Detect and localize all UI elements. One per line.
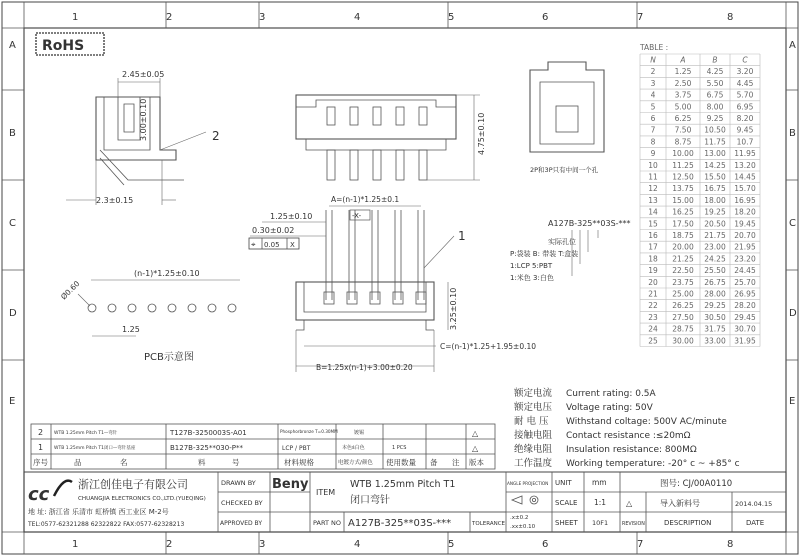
- table-cell: 5.00: [674, 102, 692, 112]
- pn-line1: 实际孔位: [548, 238, 576, 246]
- table-cell: 4: [650, 90, 656, 100]
- datum-x: -X-: [352, 212, 362, 220]
- col-label: 2: [166, 539, 173, 550]
- end-view: [530, 62, 604, 174]
- table-cell: 19: [648, 266, 658, 276]
- table-cell: 10: [648, 160, 658, 170]
- description-label: DESCRIPTION: [664, 519, 712, 527]
- pn-line3: 1:LCP 5:PBT: [510, 262, 553, 270]
- dim-pcb-pitch: 1.25: [122, 325, 140, 334]
- dim-c: C=(n-1)*1.25+1.95±0.10: [440, 342, 537, 351]
- table-cell: 24.25: [704, 254, 726, 264]
- table-title: TABLE :: [640, 43, 669, 52]
- pn-code: A127B-325**03S-***: [548, 219, 631, 228]
- table-cell: 28.00: [704, 289, 726, 299]
- rohs-stamp: [36, 33, 104, 55]
- table-cell: 9.45: [736, 125, 754, 135]
- table-cell: 31.75: [704, 324, 726, 334]
- col-label: 5: [448, 539, 455, 550]
- tolerance-label: TOLERANCE: [472, 521, 506, 527]
- row-label: A: [9, 40, 16, 51]
- col-label: 5: [448, 12, 455, 23]
- table-cell: 19.25: [704, 207, 726, 217]
- col-label: 3: [259, 539, 266, 550]
- row-label: B: [9, 128, 16, 139]
- table-cell: 21.25: [672, 254, 694, 264]
- table-cell: 23.75: [672, 277, 694, 287]
- table-cell: 15.70: [734, 184, 756, 194]
- bom-row: [38, 443, 479, 453]
- tol-value: 0.05: [264, 241, 280, 249]
- col-label: 7: [637, 12, 644, 23]
- table-cell: 11.25: [672, 160, 694, 170]
- col-label: 7: [637, 539, 644, 550]
- bom-qty: 1 PCS: [392, 445, 407, 451]
- spec-label: 接触电阻: [514, 430, 553, 441]
- table-cell: 10.50: [704, 125, 726, 135]
- table-cell: 16.25: [672, 207, 694, 217]
- projection-symbol-icon: [512, 496, 538, 504]
- spec-label: 耐 电 压: [514, 416, 549, 427]
- table-cell: 17.50: [672, 219, 694, 229]
- table-cell: 18.20: [734, 207, 756, 217]
- table-cell: 13.00: [704, 149, 726, 159]
- table-header-cell: N: [650, 55, 656, 65]
- rohs-triangle-icon: △: [472, 429, 479, 438]
- bom-header-cell: 电镀方式/颜色: [338, 460, 373, 466]
- spec-value: Voltage rating: 50V: [566, 403, 653, 413]
- bom-header: [33, 457, 484, 467]
- table-cell: 8.20: [736, 114, 754, 123]
- dim-pitch: 1.25±0.10: [270, 212, 313, 221]
- rohs-triangle-icon: △: [472, 444, 479, 453]
- tol-datum: X: [290, 241, 295, 249]
- row-label: B: [789, 128, 796, 139]
- dim-a: A=(n-1)*1.25±0.1: [331, 195, 400, 204]
- dim-pin-width: 0.30±0.02: [252, 226, 295, 235]
- table-cell: 13.75: [672, 184, 694, 194]
- table-cell: 18: [648, 254, 658, 264]
- spec-label: 额定电压: [514, 402, 553, 413]
- position-tolerance-icon: ⌖: [251, 240, 256, 249]
- callout-1: 1: [458, 229, 466, 243]
- scale-label: SCALE: [555, 499, 578, 507]
- col-label: 6: [542, 12, 549, 23]
- dim-front-height: 4.75±0.10: [477, 112, 486, 155]
- spec-value: Contact resistance :≤20mΩ: [566, 431, 691, 441]
- col-label: 8: [727, 12, 734, 23]
- bom-header-cell: 注: [452, 458, 460, 467]
- bom-header-cell: 号: [232, 458, 240, 467]
- table-cell: 24: [648, 324, 658, 334]
- row-label: D: [9, 308, 17, 319]
- table-cell: 6.95: [736, 102, 754, 112]
- table-cell: 18.75: [672, 231, 694, 240]
- table-cell: 9.25: [706, 114, 724, 123]
- dim-side-top: 2.45±0.05: [122, 70, 165, 79]
- pn-line4: 1:米色 3:白色: [510, 274, 554, 282]
- table-cell: 23: [648, 312, 658, 322]
- row-label: C: [789, 218, 796, 229]
- scale-value: 1:1: [594, 498, 607, 507]
- table-cell: 25.70: [734, 277, 756, 287]
- table-cell: 8.00: [706, 102, 724, 112]
- rohs-text: RoHS: [42, 38, 85, 54]
- table-cell: 6: [650, 114, 656, 123]
- bom-material: LCP / PBT: [282, 445, 311, 452]
- table-cell: 29.25: [704, 301, 726, 311]
- table-cell: 15.50: [704, 172, 726, 182]
- col-label: 6: [542, 539, 549, 550]
- front-view: [296, 95, 486, 180]
- table-cell: 20.70: [734, 231, 756, 240]
- spec-value: Insulation resistance: 800MΩ: [566, 445, 697, 455]
- col-label: 4: [354, 539, 361, 550]
- pcb-title: PCB示意图: [144, 352, 194, 363]
- bom-header-cell: 材料规格: [284, 458, 314, 467]
- revision-triangle-icon: △: [626, 499, 633, 508]
- tolerance-2: .xx±0.10: [510, 524, 536, 530]
- table-cell: 30.50: [704, 312, 726, 322]
- table-header-cell: B: [712, 55, 718, 65]
- bom-header-cell: 使用数量: [386, 458, 416, 467]
- company-tel: TEL:0577-62321288 62322822 FAX:0577-62328213: [28, 521, 185, 528]
- col-label: 2: [166, 12, 173, 23]
- dim-bottom-right: 3.25±0.10: [449, 287, 458, 330]
- revision-note: 导入新料号: [660, 499, 700, 508]
- table-cell: 6.25: [674, 114, 692, 123]
- table-cell: 5.50: [706, 78, 724, 88]
- col-label: 1: [72, 539, 79, 550]
- spec-value: Working temperature: -20° c ~ +85° c: [566, 459, 740, 469]
- row-label: E: [9, 396, 16, 407]
- spec-value: Withstand coltage: 500V AC/minute: [566, 417, 727, 427]
- table-cell: 11: [648, 172, 658, 182]
- table-cell: 13.20: [734, 160, 756, 170]
- dimension-table: [639, 43, 760, 347]
- table-cell: 8: [650, 137, 656, 147]
- table-cell: 7.50: [674, 125, 692, 135]
- revision-date: 2014.04.15: [735, 500, 773, 508]
- part-no-value: A127B-325**03S-***: [348, 518, 452, 529]
- table-cell: 12.50: [672, 172, 694, 182]
- spec-label: 工作温度: [514, 458, 553, 469]
- table-cell: 5: [650, 102, 656, 112]
- table-cell: 20: [648, 277, 658, 287]
- table-cell: 3: [650, 78, 656, 88]
- specifications: [514, 387, 740, 469]
- bom-header-cell: 料: [198, 458, 206, 467]
- col-label: 4: [354, 12, 361, 23]
- table-cell: 6.75: [706, 90, 724, 100]
- title-block: [24, 472, 786, 532]
- bom-table: [31, 424, 495, 469]
- table-cell: 8.75: [674, 137, 692, 147]
- cj-logo-icon: cc: [28, 484, 50, 505]
- table-cell: 21: [648, 289, 658, 299]
- drawn-by-label: DRAWN BY: [221, 479, 256, 487]
- row-label: A: [789, 40, 796, 51]
- table-cell: 31.95: [734, 336, 756, 346]
- table-cell: 9: [650, 149, 656, 159]
- bom-header-cell: 名: [120, 458, 128, 467]
- spec-label: 绝缘电阻: [514, 444, 553, 455]
- bom-part: B127B-325**030-P**: [170, 444, 243, 452]
- table-cell: 18.00: [704, 195, 726, 205]
- drawer-name: Beny: [272, 477, 309, 492]
- callout-2: 2: [212, 129, 220, 143]
- table-cell: 22.50: [672, 266, 694, 276]
- table-header-cell: C: [742, 55, 748, 65]
- bom-finish: 本色ṡ白色: [342, 445, 365, 451]
- table-cell: 14.45: [734, 172, 756, 182]
- date-label: DATE: [746, 519, 765, 527]
- bom-part: T127B-3250003S-A01: [170, 429, 247, 437]
- spec-label: 额定电流: [514, 388, 553, 399]
- dim-b: B=1.25x(n-1)+3.00±0.20: [316, 363, 413, 372]
- spec-value: Current rating: 0.5A: [566, 389, 656, 399]
- table-cell: 11.75: [704, 137, 726, 147]
- table-cell: 10.00: [672, 149, 694, 159]
- table-cell: 13: [648, 195, 658, 205]
- revision-label: REVISION: [622, 522, 645, 527]
- unit-value: mm: [592, 478, 607, 487]
- angle-projection-label: ANGLE PROJECTION: [507, 481, 549, 486]
- table-cell: 23.20: [734, 254, 756, 264]
- table-cell: 20.00: [672, 242, 694, 252]
- table-cell: 33.00: [704, 336, 726, 346]
- company-logo: [28, 481, 72, 505]
- item-label: ITEM: [316, 488, 336, 497]
- table-cell: 16.75: [704, 184, 726, 194]
- table-cell: 28.75: [672, 324, 694, 334]
- row-label: E: [789, 396, 796, 407]
- dim-pcb-span: (n-1)*1.25±0.10: [134, 269, 200, 278]
- table-cell: 15: [648, 219, 658, 229]
- table-cell: 29.45: [734, 312, 756, 322]
- unit-label: UNIT: [555, 479, 572, 487]
- table-cell: 26.95: [734, 289, 756, 299]
- table-cell: 14: [648, 207, 658, 217]
- bom-name: WTB 1.25mm Pitch T1闭口—弯针基座: [54, 446, 136, 451]
- table-cell: 12: [648, 184, 658, 194]
- bom-header-cell: 品: [74, 458, 82, 467]
- col-label: 1: [72, 12, 79, 23]
- row-label: D: [789, 308, 797, 319]
- sheet-label: SHEET: [555, 519, 578, 527]
- bom-header-cell: 序号: [33, 458, 48, 467]
- table-cell: 4.25: [706, 67, 724, 77]
- table-cell: 25.00: [672, 289, 694, 299]
- table-cell: 25: [648, 336, 658, 346]
- table-cell: 25.50: [704, 266, 726, 276]
- table-cell: 5.70: [736, 90, 754, 100]
- table-cell: 7: [650, 125, 656, 135]
- table-cell: 3.20: [736, 67, 754, 77]
- pn-line2: P:袋装 B: 带装 T:盒装: [510, 250, 579, 258]
- row-label: C: [9, 218, 16, 229]
- table-cell: 23.00: [704, 242, 726, 252]
- table-cell: 28.20: [734, 301, 756, 311]
- bom-no: 2: [38, 428, 44, 437]
- bom-header-cell: 备: [430, 458, 438, 467]
- bom-no: 1: [38, 443, 44, 452]
- bom-finish: 镀锡: [354, 430, 365, 436]
- table-cell: 21.75: [704, 231, 726, 240]
- table-cell: 24.45: [734, 266, 756, 276]
- dim-side-height: 3.00±0.10: [139, 98, 148, 141]
- table-cell: 30.00: [672, 336, 694, 346]
- table-cell: 19.45: [734, 219, 756, 229]
- company-address: 地 址: 浙江省 乐清市 虹桥镇 西工业区 M-2号: [28, 508, 169, 516]
- table-cell: 10.7: [736, 137, 754, 147]
- table-cell: 21.95: [734, 242, 756, 252]
- bom-name: WTB 1.25mm Pitch T1—弯针: [54, 431, 118, 436]
- table-cell: 3.75: [674, 90, 692, 100]
- table-cell: 2.50: [674, 78, 692, 88]
- bottom-view: [249, 195, 536, 372]
- col-label: 3: [259, 12, 266, 23]
- side-view: [66, 70, 220, 205]
- bom-material: Phosphorbronze T=0.30MM: [280, 429, 338, 434]
- table-cell: 27.50: [672, 312, 694, 322]
- tolerance-1: .x±0.2: [510, 515, 529, 521]
- table-cell: 30.70: [734, 324, 756, 334]
- part-number-coding: [510, 219, 631, 282]
- pcb-layout: [59, 269, 240, 363]
- part-no-label: PART NO: [313, 519, 342, 527]
- table-cell: 15.00: [672, 195, 694, 205]
- table-cell: 26.25: [672, 301, 694, 311]
- table-header-cell: A: [680, 55, 686, 65]
- drawing-number: 图号: CJ/00A0110: [660, 479, 733, 489]
- table-cell: 4.45: [736, 78, 754, 88]
- item-line1: WTB 1.25mm Pitch T1: [350, 479, 456, 490]
- bom-header-cell: 版本: [469, 458, 484, 467]
- table-cell: 22: [648, 301, 658, 311]
- col-label: 8: [727, 539, 734, 550]
- bom-row: [38, 428, 479, 438]
- table-cell: 11.95: [734, 149, 756, 159]
- table-cell: 16.95: [734, 195, 756, 205]
- approved-by-label: APPROVED BY: [220, 520, 263, 527]
- sheet-value: 10F1: [592, 519, 609, 527]
- table-cell: 14.25: [704, 160, 726, 170]
- dim-hole: Ø0.60: [59, 279, 82, 302]
- table-cell: 17: [648, 242, 658, 252]
- checked-by-label: CHECKED BY: [221, 499, 263, 507]
- dim-side-bottom: 2.3±0.15: [96, 196, 134, 205]
- table-cell: 26.75: [704, 277, 726, 287]
- company-name-en: CHUANGJIA ELECTRONICS CO.,LTD.(YUEQING): [78, 496, 206, 502]
- item-line2: 闭口弯针: [350, 495, 390, 506]
- table-cell: 20.50: [704, 219, 726, 229]
- table-cell: 2: [650, 67, 656, 77]
- table-cell: 1.25: [674, 67, 692, 77]
- table-cell: 16: [648, 231, 658, 240]
- company-name-cn: 浙江创佳电子有限公司: [78, 478, 188, 491]
- end-view-note: 2P和3P只有中间一个孔: [530, 166, 599, 174]
